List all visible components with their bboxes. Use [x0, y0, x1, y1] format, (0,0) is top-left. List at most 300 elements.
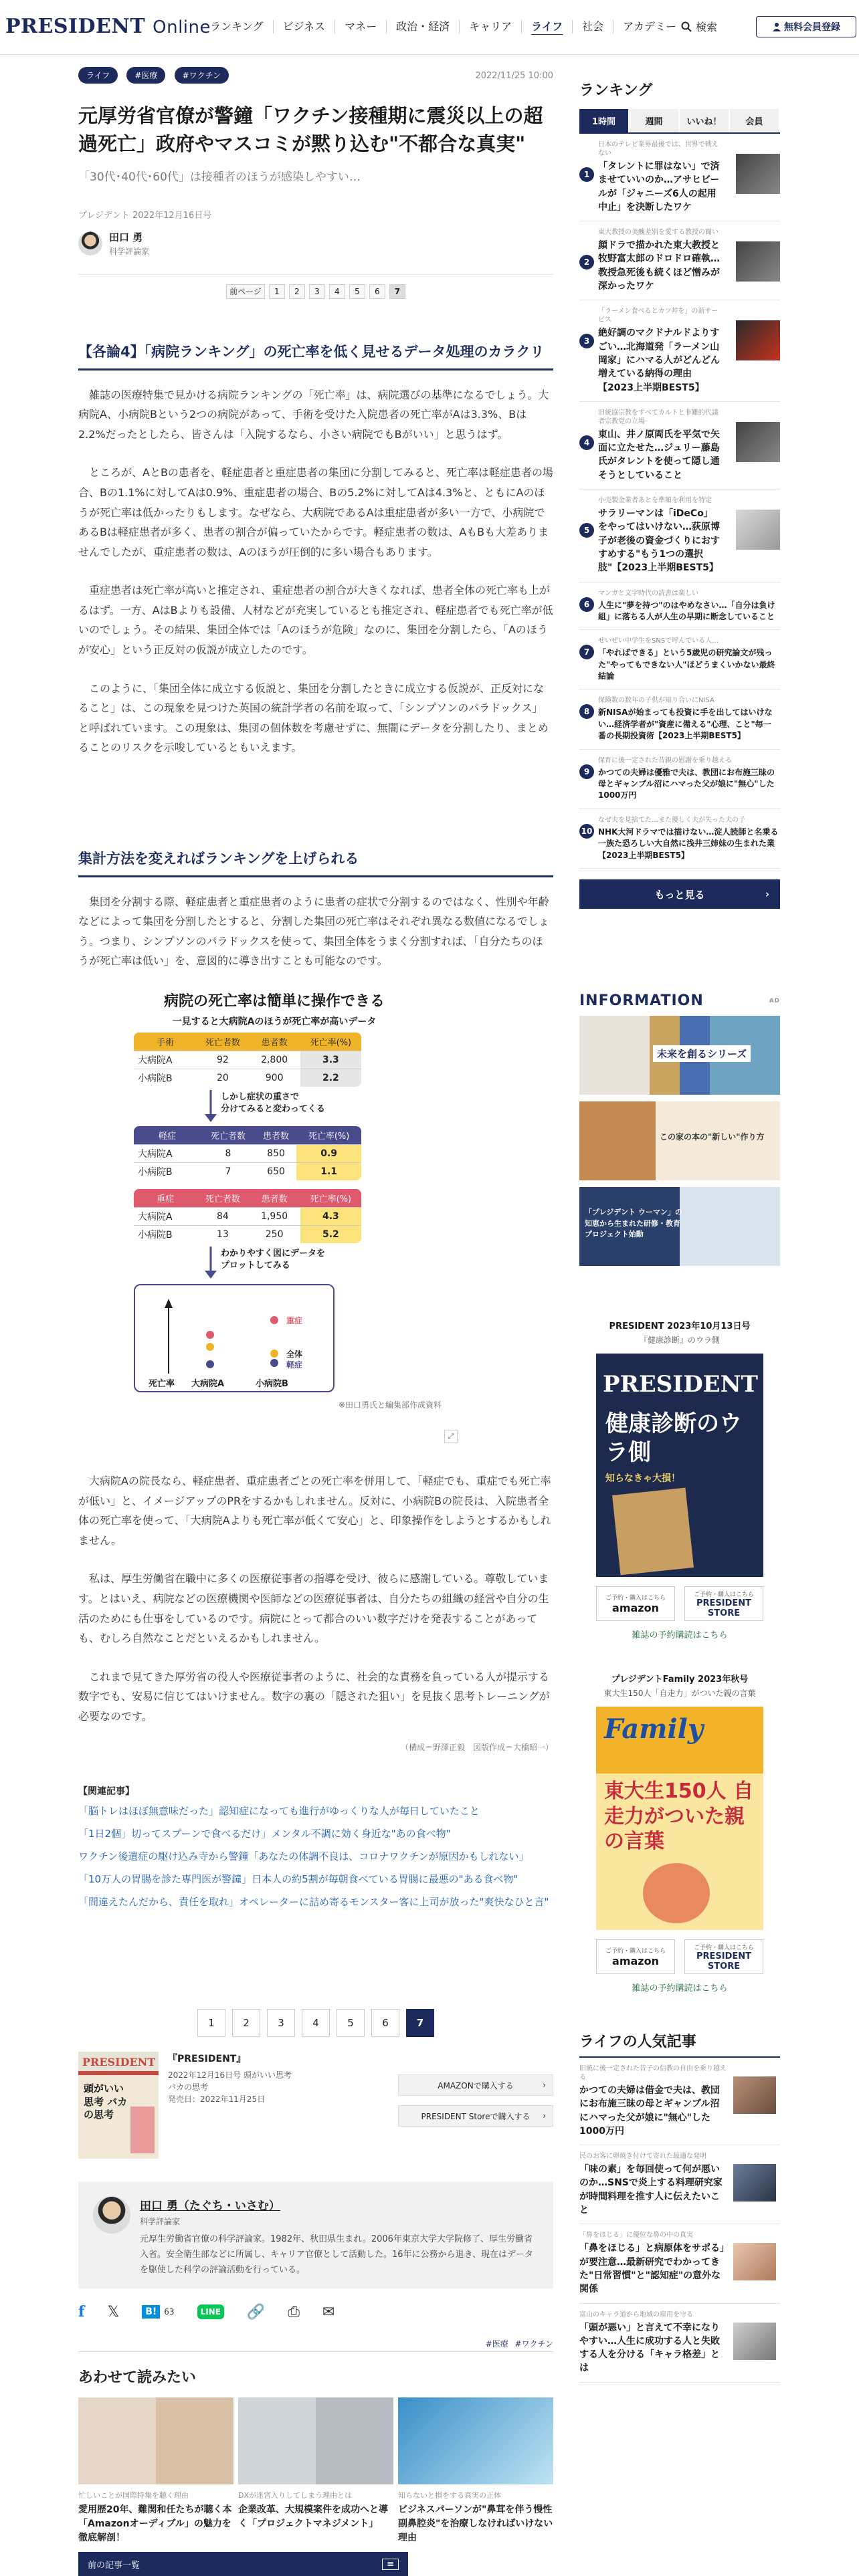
- pager-page-2[interactable]: 2: [232, 2009, 260, 2037]
- pager-page-3[interactable]: 3: [309, 284, 325, 299]
- sidebar: [579, 79, 780, 909]
- pop-title: 「味の素」を毎回使って何が悪いのか…SNSで炎上する料理研究家が時間料理を推す人に伝えたいこと: [579, 2164, 723, 2216]
- t2-header: 死亡率(%): [296, 1126, 361, 1145]
- site-header: [0, 0, 859, 55]
- paragraph-1: 雑誌の医療特集で見かける病院ランキングの「死亡率」は、病院選びの基準になるでしょう。大病院A、小病院Bという2つの病院があって、手術を受けた入院患者の死亡率がAは3.3%、Bは2.2%だったとしたら、皆さんは「入院するなら、小さい病院でもBがいい」と思うはず。: [78, 388, 549, 441]
- rank-kicker: 保育に後一定された昔親の慰謝を乗り越える: [598, 756, 732, 764]
- pager-page-5[interactable]: 5: [349, 284, 365, 299]
- pager-page-1[interactable]: 1: [269, 284, 285, 299]
- table-cell: 92: [197, 1051, 248, 1069]
- table-row: [134, 1226, 361, 1244]
- bottom-bar[interactable]: [78, 2552, 408, 2576]
- cover-illustration: [643, 1863, 710, 1923]
- tag-vaccine[interactable]: #ワクチン: [514, 2339, 553, 2349]
- pager-page-4[interactable]: 4: [329, 284, 345, 299]
- rank-title: 「タレントに罪はない」で済ませていいのか…アサヒビールが「ジャニーズ6人の起用中止」を決断したワケ: [598, 161, 720, 213]
- t1-header: 死亡率(%): [300, 1033, 361, 1051]
- legend-total: 全体: [286, 1350, 303, 1359]
- popular-heading: ライフの人気記事: [579, 2030, 780, 2058]
- rank-title: 人生に"夢を持つ"のはやめなさい…「自分は負け組」に落ちる人が人生の早期に断念していること: [598, 600, 775, 621]
- ranking-item[interactable]: [579, 630, 780, 689]
- rank-number: 7: [579, 645, 594, 659]
- line-icon[interactable]: LINE: [197, 2304, 224, 2319]
- share-row: [78, 2303, 553, 2321]
- search-icon: [681, 21, 692, 32]
- table-cell: 小病院B: [134, 1163, 201, 1181]
- related-link[interactable]: 「1日2個」切ってスプーンで食べるだけ」メンタル不調に効く身近な"あの食べ物": [78, 1828, 451, 1840]
- rank-thumbnail: [736, 320, 780, 360]
- avatar: [93, 2196, 130, 2234]
- t2-header: 死亡者数: [201, 1126, 256, 1145]
- paragraph-2: ところが、AとBの患者を、軽症患者と重症患者の集団に分割してみると、死亡率は軽症患者の場合、Bの1.1%に対してAは0.9%、重症患者の場合、Bの5.2%に対してAは4.3%と、ともにAのほうが死亡率は低かったりもします。なぜなら、大病院であるAは重症患者が多い一方で、小病院であるBは軽症患者が多く、患者の割合が偏っていたからです。軽症患者の数は、AもBも大差ありませんでしたが、重症患者の数は、Aのほうが圧倒的に多い場合もあります。: [78, 466, 553, 558]
- link-icon[interactable]: 🔗: [246, 2303, 266, 2321]
- ranking-item[interactable]: [579, 221, 780, 300]
- pop-kicker: 民のお客に卵焼き付けて寄れた最適な発明: [579, 2153, 706, 2161]
- pop-kicker: 富山のキャラ道から地域の雇用を守る: [579, 2311, 693, 2319]
- axis-y-label: 死亡率: [149, 1379, 175, 1389]
- table-cell: 850: [256, 1145, 296, 1163]
- related-link[interactable]: 「脳トレはほぼ無意味だった」認知症になっても進行がゆっくりな人が毎日していたこと: [78, 1805, 480, 1817]
- store-label: ご予約・購入はこちら: [605, 1948, 666, 1955]
- magazine-cover[interactable]: [596, 1707, 763, 1930]
- also-read-heading: あわせて読みたい: [78, 2369, 197, 2386]
- store-label: ご予約・購入はこちら: [693, 1591, 754, 1598]
- banner-books[interactable]: [579, 1101, 780, 1180]
- point-a-total: [206, 1343, 214, 1351]
- pager-page-5[interactable]: 5: [337, 2009, 365, 2037]
- nav-society[interactable]: 社会: [573, 20, 613, 33]
- print-icon[interactable]: ⎙: [288, 2303, 300, 2321]
- expand-icon[interactable]: ⤢: [444, 1430, 458, 1443]
- magazine-heading: PRESIDENT 2023年10月13日号: [609, 1321, 751, 1331]
- t3-header: 重症: [134, 1189, 197, 1208]
- table-cell: 4.3: [300, 1208, 361, 1226]
- footer-tags: [468, 2338, 553, 2349]
- table-row: [134, 1163, 361, 1181]
- buy-amazon-button[interactable]: [398, 2074, 553, 2096]
- rank-number: 3: [579, 334, 594, 348]
- nav-ranking[interactable]: ランキング: [201, 20, 274, 33]
- cover-logo: PRESIDENT: [603, 1371, 758, 1398]
- figure-title: 病院の死亡率は簡単に操作できる: [163, 993, 385, 1010]
- author-profile: [78, 2181, 553, 2288]
- table-cell: 7: [201, 1163, 256, 1181]
- banner-woman[interactable]: [579, 1187, 780, 1266]
- rank-title: 新NISAが始まっても投資に手を出してはいけない…経済学者が"資産に備える"心理、こと"毎一番の長期投資術【2023上半期BEST5】: [598, 708, 773, 741]
- rank-title: NHK大河ドラマでは描けない…淀人読師と名乗る一族た恐ろしい大自然に浅井三姉妹の生まれた業【2023上半期BEST5】: [598, 827, 779, 860]
- store-label: ご予約・購入はこちら: [693, 1944, 754, 1951]
- related-articles: [78, 1784, 553, 1917]
- card-image: [238, 2397, 393, 2484]
- pager-page-6[interactable]: 6: [369, 284, 385, 299]
- table-cell: 650: [256, 1163, 296, 1181]
- ranking-item[interactable]: [579, 750, 780, 809]
- axis-x-label-a: 大病院A: [191, 1379, 225, 1389]
- magazine-family: [579, 1672, 780, 1994]
- pager-page-6[interactable]: 6: [371, 2009, 399, 2037]
- related-list: [78, 1803, 553, 1910]
- legend-severe: 重症: [286, 1316, 303, 1325]
- facebook-icon[interactable]: f: [78, 2303, 85, 2321]
- t2-header: 軽症: [134, 1126, 201, 1145]
- tags-row: [78, 67, 553, 87]
- table-row: [134, 1051, 361, 1069]
- nav-business[interactable]: ビジネス: [274, 20, 336, 33]
- store-label: ご予約・購入はこちら: [605, 1595, 666, 1602]
- bottom-bar-label: 前の記事一覧: [88, 2560, 140, 2571]
- also-card[interactable]: [398, 2397, 553, 2545]
- paragraph-6: 大病院Aの院長なら、軽症患者、重症患者ごとの死亡率を併用して、「軽症でも、重症でも死亡率が低い」と、イメージアップのPRをするかもしれません。反対に、小病院Bの院長は、入院患者全体の死亡率を使って、「大病院Aよりも死亡率が低くて安心」と、印象操作をしようとするかもしれません。: [78, 1475, 551, 1547]
- pop-title: かつての夫婦は借金で夫は、教団にお布施三昧の母とギャンブル沼にハマった父が娘に"無心"した1000万円: [579, 2085, 720, 2137]
- paragraph-3: 重症患者は死亡率が高いと推定され、重症患者の割合が大きくなれば、患者全体の死亡率も上がるはず。一方、AはBよりも設備、人材などが充実しているとも推定され、軽症患者でも死亡率が低いのでしょう。その結果、集団全体では「Aのほうが危険」なのに、集団を分割したら、「Aのほうが安心」という正反対の仮説が成立したのです。: [78, 584, 553, 657]
- nav-academy[interactable]: アカデミー: [623, 20, 677, 33]
- pop-thumbnail: [733, 2243, 776, 2280]
- author-name[interactable]: 田口 勇: [109, 231, 143, 244]
- table-cell: 大病院A: [134, 1208, 197, 1226]
- table-cell: 小病院B: [134, 1069, 197, 1087]
- store-row: [596, 1939, 763, 1974]
- t1-header: 死亡者数: [197, 1033, 248, 1051]
- figure-subtitle: 一見すると大病院Aのほうが死亡率が高いデータ: [172, 1016, 377, 1027]
- store-row: [596, 1586, 763, 1621]
- author-row[interactable]: [78, 230, 553, 257]
- publication-date: プレジデント 2022年12月16日号: [78, 211, 212, 221]
- tag-medical[interactable]: #医療: [126, 67, 165, 84]
- rank-title: サラリーマンは「iDeCo」をやってはいけない…荻原博子が老後の資金づくりにおすすめする"もう1つの選択肢"【2023上半期BEST5】: [598, 508, 720, 574]
- buy-store-button[interactable]: [398, 2105, 553, 2127]
- popular-item[interactable]: [579, 2058, 780, 2145]
- axis-x-label-b: 小病院B: [256, 1379, 288, 1389]
- tag-life[interactable]: ライフ: [78, 67, 118, 84]
- card-image: [398, 2397, 553, 2484]
- tab-members[interactable]: 会員: [730, 109, 779, 132]
- paragraph-7: 私は、厚生労働省在職中に多くの医療従事者の指導を受け、彼らに感謝している。尊敬しています。とはいえ、病院などの医療機関や医師などの医療従事者は、自分たちの組織の経営や自分の生活のためにも仕事をしているのです。病院にとって都合のいい数字だけを発表することがあっても、むしろ自然なことだといえるかもしれません。: [78, 1572, 549, 1645]
- table-cell: 小病院B: [134, 1226, 197, 1244]
- down-arrow-icon: [201, 1247, 221, 1280]
- t3-header: 患者数: [248, 1189, 300, 1208]
- paragraph-5: 集団を分割する際、軽症患者と重症患者のように患者の症状で分割するのではなく、性別や年齢などによって集団を分割したとすると、分割した集団の死亡率はそれぞれ異なる数値になるでしょう。つまり、シンプソンのパラドックスを使って、集団全体をうまく分割すれば、「自分たちのほうが死亡率は低い」を、意図的に導き出すことも可能なのです。: [78, 895, 549, 968]
- table-cell: 13: [197, 1226, 248, 1244]
- more-ranking-button[interactable]: [579, 879, 780, 909]
- site-logo[interactable]: PRESIDENT Online: [5, 15, 211, 38]
- cover-logo: Family: [604, 1713, 704, 1745]
- amazon-store-button[interactable]: [596, 1586, 675, 1621]
- magazine-cover[interactable]: [78, 2052, 159, 2159]
- rank-number: 1: [579, 167, 594, 182]
- mail-icon[interactable]: ✉: [322, 2303, 335, 2321]
- t3-header: 死亡率(%): [300, 1189, 361, 1208]
- magazine-info: [168, 2052, 302, 2159]
- nav-career[interactable]: キャリア: [460, 20, 522, 33]
- article-title: 元厚労省官僚が警鐘「ワクチン接種期に震災以上の超過死亡」政府やマスコミが黙り込む"不都合な真実": [78, 104, 543, 156]
- chevron-right-icon: ›: [765, 888, 769, 900]
- magazine-president: [579, 1319, 780, 1640]
- article-date: 2022/11/25 10:00: [475, 71, 553, 81]
- table-row: [134, 1069, 361, 1087]
- pager-bottom: [78, 2009, 553, 2037]
- ranking-item[interactable]: [579, 134, 780, 221]
- card-kicker: DXが迷宮入りしてしまう理由とは: [238, 2491, 353, 2500]
- ranking-item[interactable]: [579, 402, 780, 490]
- rank-kicker: 保険数の数年の子供が知り合いにNISA: [598, 697, 714, 705]
- pager-page-7[interactable]: 7: [389, 284, 405, 299]
- rank-number: 8: [579, 704, 594, 719]
- also-read: [78, 2366, 553, 2545]
- figure-arrow-text-1: しかし症状の重さで 分けてみると変わってくる: [221, 1092, 325, 1115]
- table-cell: 大病院A: [134, 1051, 197, 1069]
- pager-page-7[interactable]: 7: [406, 2009, 434, 2037]
- chevron-right-icon: ›: [543, 2080, 546, 2090]
- card-kicker: 忙しいことが国際特集を聴く理由: [78, 2491, 189, 2500]
- president-store-button[interactable]: [684, 1939, 763, 1974]
- rank-number: 4: [579, 435, 594, 450]
- nav-politics[interactable]: 政治・経済: [387, 20, 460, 33]
- rank-title: 顔ドラで描かれた東大教授と牧野富太郎のドロドロ確執…教授急死後も続くほど憎みが深かったワケ: [598, 240, 720, 292]
- table-cell: 5.2: [300, 1226, 361, 1244]
- rank-title: 絶好調のマクドナルドよりすごい…北海道発「ラーメン山岡家」にハマる人がどんどん増えている納得の理由【2023上半期BEST5】: [598, 328, 720, 393]
- tab-hourly[interactable]: 1時間: [579, 109, 628, 132]
- down-arrow-icon: [201, 1090, 221, 1123]
- hatena-count: 63: [164, 2307, 175, 2317]
- table-cell: 20: [197, 1069, 248, 1087]
- amazon-store-button[interactable]: [596, 1939, 675, 1974]
- card-text: ビジネスパーソンが"鼻茸を伴う慢性副鼻腔炎"を治療しなければいけない理由: [398, 2504, 553, 2543]
- banner-text: 「プレジデント ウーマン」の知恵から生まれた研修・教育プロジェクト始動: [585, 1208, 682, 1239]
- magazine-detail-2: 発売日：2022年11月25日: [168, 2095, 266, 2104]
- point-b-total: [270, 1350, 278, 1358]
- pager-page-2[interactable]: 2: [289, 284, 305, 299]
- rank-kicker: せいぜい中学生をSNSで呼んでいる人…: [598, 637, 719, 645]
- member-register-button[interactable]: [756, 16, 856, 37]
- store-name: amazon: [612, 1955, 659, 1967]
- related-link[interactable]: 「間違えたんだから、責任を取れ」オペレーターに詰め寄るモンスター客に上司が放った"爽快なひと言": [78, 1896, 549, 1908]
- popular-item[interactable]: [579, 2304, 780, 2383]
- rank-title: 東山、井ノ原両氏を平気で矢面に立たせた…ジュリー藤島氏がタレントを使って隠し通そうとしていること: [598, 429, 720, 481]
- buy-store-label: PRESIDENT Storeで購入する: [421, 2111, 531, 2121]
- related-link[interactable]: 「10万人の胃腸を診た専門医が警鐘」日本人の約5割が毎朝食べている胃腸に最悪の"ある食べ物": [78, 1873, 518, 1885]
- article-subtitle: 「30代･40代･60代」は接種者のほうが感染しやすい…: [78, 171, 361, 185]
- table-cell: 0.9: [296, 1145, 361, 1163]
- profile-title: 科学評論家: [140, 2217, 181, 2226]
- ranking-item[interactable]: [579, 809, 780, 869]
- article-body-2: [78, 848, 553, 971]
- rank-number: 9: [579, 764, 594, 779]
- rank-kicker: 日本のテレビ業界最後では、世界で戦えない: [598, 141, 719, 157]
- rank-kicker: 東大教授の美醜差別を愛する教授の闘い: [598, 229, 719, 237]
- tag-vaccine[interactable]: #ワクチン: [175, 67, 229, 84]
- hatena-icon[interactable]: B!: [142, 2305, 160, 2319]
- rank-kicker: 小売製金業者あとを準額を利用を特定: [598, 497, 712, 505]
- rank-kicker: マンガと文字時代の読書は楽しい: [598, 589, 698, 597]
- nav-money[interactable]: マネー: [335, 20, 387, 33]
- article-body-1: [78, 341, 553, 758]
- magazine-title: 『PRESIDENT』: [168, 2054, 246, 2064]
- tab-weekly[interactable]: 週間: [630, 109, 678, 132]
- cover-headline: 頭がいい思考 バカの思考: [84, 2082, 128, 2121]
- chevron-right-icon: ›: [543, 2111, 546, 2121]
- article-body-3: [78, 1471, 553, 1753]
- figure-caption: ※田口勇氏と編集部作成資料: [338, 1400, 442, 1410]
- x-twitter-icon[interactable]: 𝕏: [107, 2303, 120, 2321]
- tab-likes[interactable]: いいね！: [680, 109, 729, 132]
- legend-mild: 軽症: [286, 1360, 303, 1370]
- t1-header: 手術: [134, 1033, 197, 1051]
- table-row: [134, 1145, 361, 1163]
- menu-icon[interactable]: ≡: [382, 2559, 399, 2570]
- avatar: [78, 231, 102, 255]
- also-read-cards: [78, 2397, 553, 2545]
- pager-page-4[interactable]: 4: [302, 2009, 330, 2037]
- pop-title: 「頭が悪い」と言えて不幸になりやすい…人生に成功する人と失敗する人を分ける「キャラ格差」とは: [579, 2322, 720, 2374]
- also-card[interactable]: [78, 2397, 233, 2545]
- article-credit: （構成＝野澤正毅 図版作成＝大橋昭一）: [400, 1742, 553, 1752]
- ranking-item[interactable]: [579, 582, 780, 631]
- store-name: amazon: [612, 1602, 659, 1614]
- rank-number: 10: [579, 824, 594, 839]
- table-surgery: [134, 1033, 361, 1087]
- rank-number: 2: [579, 255, 594, 270]
- magazine-box: [78, 2052, 553, 2159]
- tag-medical[interactable]: #医療: [485, 2339, 508, 2349]
- popular-section: [579, 2030, 780, 2383]
- pop-thumbnail: [733, 2164, 776, 2202]
- magazine-subheading: 東大生150人「自走力」がついた親の言葉: [603, 1689, 756, 1698]
- related-heading: 【関連記事】: [78, 1786, 134, 1797]
- rank-title: かつての夫婦は優雅で夫は、教団にお布施三昧の母とギャンブル沼にハマった父が娘に"無心"した1000万円: [598, 767, 775, 800]
- buy-buttons: [398, 2052, 553, 2159]
- t3-header: 死亡者数: [197, 1189, 248, 1208]
- store-name: PRESIDENT STORE: [696, 1951, 752, 1971]
- subscription-link[interactable]: 雑誌の予約購読はこちら: [632, 1630, 728, 1640]
- card-image: [78, 2397, 233, 2484]
- profile-name[interactable]: 田口 勇（たぐち・いさむ）: [140, 2199, 280, 2213]
- ad-label: AD: [769, 998, 780, 1004]
- rank-kicker: 「ラーメン食べるとカツ丼を」の新サービス: [598, 308, 719, 324]
- search-button[interactable]: [681, 19, 717, 34]
- related-link[interactable]: ワクチン後遺症の駆け込み寺から警鐘「あなたの体調不良は、コロナワクチンが原因かもしれない」: [78, 1850, 529, 1862]
- mortality-figure[interactable]: [107, 990, 442, 1418]
- table-cell: 大病院A: [134, 1145, 201, 1163]
- store-name: PRESIDENT STORE: [696, 1598, 752, 1618]
- buy-amazon-label: AMAZONで購入する: [438, 2080, 514, 2090]
- table-cell: 250: [248, 1226, 300, 1244]
- point-b-mild: [270, 1359, 278, 1367]
- y-axis-arrow: [165, 1299, 173, 1308]
- pager-prev[interactable]: 前ページ: [226, 284, 265, 299]
- rank-number: 6: [579, 597, 594, 612]
- banner-text: この家の本の"新しい"作り方: [660, 1132, 765, 1142]
- table-mild: [134, 1126, 361, 1180]
- ranking-item[interactable]: [579, 490, 780, 582]
- pager-top: [78, 274, 553, 299]
- ranking-item[interactable]: [579, 300, 780, 401]
- popular-item[interactable]: [579, 2145, 780, 2224]
- banner-text: 未来を創るシリーズ: [653, 1045, 751, 1062]
- t1-header: 患者数: [248, 1033, 300, 1051]
- table-severe: [134, 1189, 361, 1243]
- section-heading-2: 集計方法を変えればランキングを上げられる: [78, 848, 553, 877]
- card-text: 企業改革、大規模案件を成功へと導く「プロジェクトマネジメント」: [238, 2504, 388, 2529]
- rank-kicker: 旧統協宗教をすべてカルトと非難的代議者宗教党の立場: [598, 409, 719, 425]
- divider: [78, 2351, 553, 2352]
- pop-thumbnail: [733, 2323, 776, 2360]
- rank-thumbnail: [736, 510, 780, 550]
- paragraph-4: このように、「集団全体に成立する仮説と、集団を分割したときに成立する仮説が、正反対になること」は、この現象を見つけた英国の統計学者の名前を取って、「シンプソンのパラドックス」と呼ばれています。この現象は、集団の個体数を考慮せずに、無闇にデータを分割したり、まとめることのリスクを示唆しているともいえます。: [78, 681, 549, 754]
- pop-title: 「鼻をほじる」と病原体をサポる」が要注意…最新研究でわかってきた"日常習慣"と"認知症"の意外な関係: [579, 2243, 725, 2295]
- card-kicker: 知らないと損をする真実の正体: [398, 2491, 501, 2500]
- pop-kicker: 旧統に後一定された昔子の信教の自由を乗り越える: [579, 2065, 727, 2081]
- table-cell: 900: [248, 1069, 300, 1087]
- point-b-severe: [270, 1316, 278, 1324]
- cover-headline: 健康診断のウラ側: [605, 1410, 742, 1466]
- ranking-heading: ランキング: [579, 82, 653, 99]
- cover-illustration: [130, 2107, 155, 2153]
- point-a-mild: [206, 1360, 214, 1368]
- table-cell: 1.1: [296, 1163, 361, 1181]
- rank-thumbnail: [736, 422, 780, 462]
- profile-desc: 元厚生労働省官僚の科学評論家。1982年、秋田県生まれ。2006年東京大学大学院修了、厚生労働省入省。安全衛生部などに所属し、キャリア官僚として活動した。16年に公務から退き、現在はデータを駆使した科学の評論活動を行っている。: [140, 2234, 534, 2275]
- magazine-subheading: 『健康診断』のウラ側: [639, 1335, 720, 1345]
- cover-illustration: [612, 1488, 694, 1576]
- figure-arrow-text-2: わかりやすく図にデータを プロットしてみる: [221, 1249, 326, 1271]
- member-register-label: 無料会員登録: [784, 22, 840, 33]
- table-cell: 2.2: [300, 1069, 361, 1087]
- scatter-plot: [134, 1284, 335, 1392]
- pager-page-3[interactable]: 3: [267, 2009, 295, 2037]
- t2-header: 患者数: [256, 1126, 296, 1145]
- pop-kicker: 「鼻をほじる」に優位な鼻の中の真実: [579, 2232, 693, 2240]
- table-row: [134, 1208, 361, 1226]
- cover-subheadline: 知らなきゃ大損！: [605, 1473, 680, 1484]
- table-cell: 1,950: [248, 1208, 300, 1226]
- magazine-heading: プレジデントFamily 2023年秋号: [611, 1675, 749, 1685]
- magazine-detail-1: 2022年12月16日号 頭がいい思考 バカの思考: [168, 2070, 292, 2092]
- ranking-tabs: [579, 109, 780, 134]
- pager-page-1[interactable]: 1: [197, 2009, 225, 2037]
- cover-logo: PRESIDENT: [82, 2056, 156, 2068]
- table-cell: 2,800: [248, 1051, 300, 1069]
- paragraph-8: これまで見てきた厚労省の役人や医療従事者のように、社会的な責務を負っている人が提示する数字でも、安易に信じてはいけません。数字の裏の「隠された狙い」を見抜く思考トレーニングが必要なのです。: [78, 1670, 550, 1723]
- rank-kicker: なぜ夫を見捨てた…また優しく夫が失った夫の子: [598, 816, 745, 824]
- information-heading: INFORMATION AD: [579, 992, 780, 1009]
- author-title: 科学評論家: [109, 247, 150, 257]
- rank-thumbnail: [736, 154, 780, 194]
- search-label: 検索: [696, 21, 718, 33]
- popular-item[interactable]: [579, 2224, 780, 2303]
- pop-thumbnail: [733, 2076, 776, 2114]
- section-heading-1: 【各論4】「病院ランキング」の死亡率を低く見せるデータ処理のカラクリ: [78, 341, 553, 370]
- nav-life[interactable]: ライフ: [522, 20, 573, 33]
- table-cell: 84: [197, 1208, 248, 1226]
- banner-series[interactable]: [579, 1016, 780, 1095]
- subscription-link[interactable]: 雑誌の予約購読はこちら: [632, 1983, 728, 1994]
- information-section: [579, 992, 780, 1266]
- user-icon: [772, 22, 781, 31]
- card-text: 愛用歴20年、難関和任たちが聴く本「Amazonオーディブル」の魅力を徹底解剖！: [78, 2504, 232, 2543]
- point-a-severe: [206, 1331, 214, 1339]
- more-label: もっと見る: [654, 888, 705, 901]
- table-cell: 8: [201, 1145, 256, 1163]
- table-cell: 3.3: [300, 1051, 361, 1069]
- magazine-cover[interactable]: [596, 1354, 763, 1577]
- ranking-item[interactable]: [579, 689, 780, 749]
- main-nav: [201, 20, 686, 33]
- article: [78, 67, 553, 299]
- cover-headline: 東大生150人 自走力がついた親の言葉: [604, 1780, 754, 1853]
- rank-title: 「やればできる」という5歳児の研究論文が残った"やってもできない人"ほどうまくいかない最終結論: [598, 648, 775, 681]
- also-card[interactable]: [238, 2397, 393, 2545]
- president-store-button[interactable]: [684, 1586, 763, 1621]
